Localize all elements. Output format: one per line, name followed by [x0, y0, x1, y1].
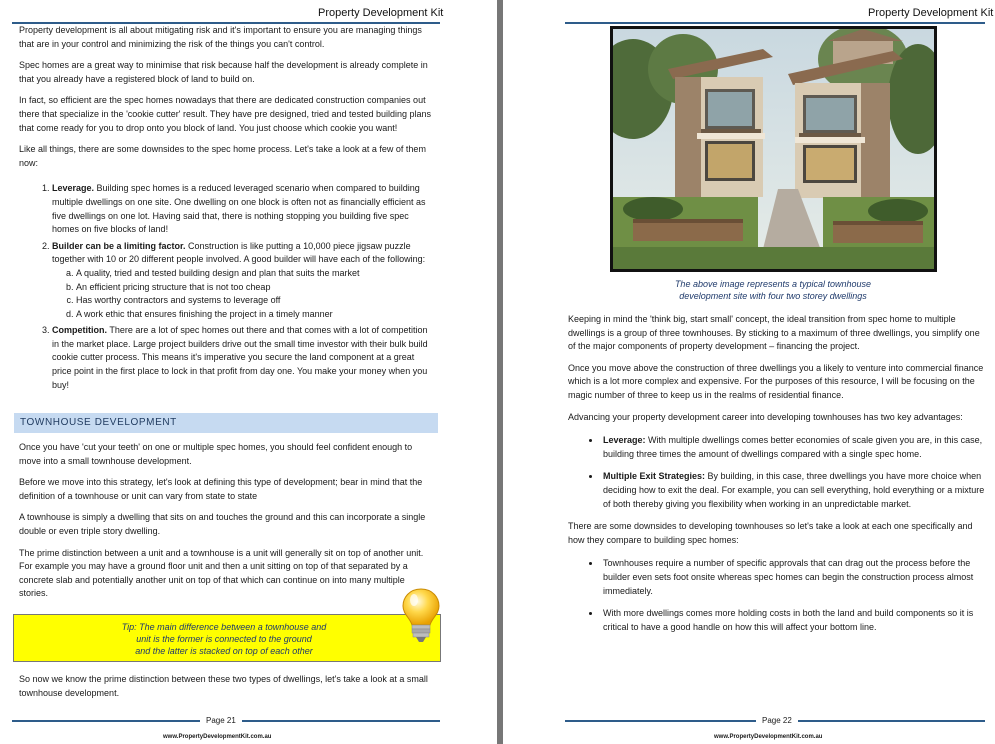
section-heading: TOWNHOUSE DEVELOPMENT: [20, 417, 177, 428]
list-item: [601, 434, 986, 461]
list-item: [52, 182, 435, 236]
list-item-title: Builder can be a limiting factor.: [52, 240, 186, 251]
list-item-title: Leverage:: [603, 435, 646, 446]
list-item-text: Construction is like putting a 10,000 piece jigsaw puzzle together with 10 or 20 different people involved. A good builder will have each of the following:: [52, 240, 426, 265]
list-item-text: Building spec homes is a reduced leveraged scenario when compared to building multiple dwellings on one site. One dwelling on one block is often not as financially efficient as five dwellings on one lot. Having said that, there is nothing stopping you building five spec homes on five blocks of land!: [52, 183, 426, 235]
footer-url: www.PropertyDevelopmentKit.com.au: [163, 734, 272, 740]
list-item: [52, 324, 435, 392]
sublist-item: a. A quality, tried and tested building design and plan that suits the market: [76, 267, 435, 281]
list-item-text: With multiple dwellings comes better economies of scale given you are, in this case, building three times the amount of dwellings compared with a single spec home.: [603, 435, 983, 459]
page-header-title: Property Development Kit: [318, 7, 444, 19]
townhouse-illustration: [613, 29, 934, 269]
sublist-item: b. An efficient pricing structure that is not too cheap: [76, 281, 435, 295]
downsides-list: [19, 182, 435, 392]
tip-box: [13, 614, 441, 662]
page-22: [503, 0, 995, 744]
paragraph: A townhouse is simply a dwelling that sits on and touches the ground and this can incorporate a single double or even triple story dwelling.: [19, 512, 426, 536]
paragraph: Before we move into this strategy, let's look at defining this type of development; bear in mind that the definition of a townhouse or unit can vary from state to state: [19, 477, 423, 501]
list-item-title: Leverage.: [52, 183, 95, 194]
advantages-list: [568, 434, 986, 511]
paragraph: Keeping in mind the 'think big, start small' concept, the ideal transition from spec home to multiple dwellings is a group of three townhouses. By sticking to a maximum of three dwellings, you simplify one of the major components of property development – financing the project.: [568, 314, 980, 352]
downsides-list: [568, 557, 986, 634]
page-number: Page 22: [756, 716, 798, 725]
list-item-text: By building, in this case, three dwellings you have more choice when deciding how to exit the deal. For example, you can sell everything, hold everything or a mixture of both thereby giving you flexibility when working in an unpredictable market.: [603, 471, 985, 509]
paragraph: Property development is all about mitigating risk and it's important to ensure you are managing things that are in your control and minimizing the risk of the things you can't control.: [19, 25, 422, 49]
page-header-title: Property Development Kit: [868, 7, 994, 19]
lightbulb-icon: [398, 586, 444, 644]
sublist-item: c. Has worthy contractors and systems to leverage off: [76, 294, 435, 308]
list-item: [52, 240, 435, 322]
body-text-bottom: [19, 441, 435, 609]
header-rule: [565, 22, 985, 24]
body-text: [568, 313, 986, 643]
page-number: Page 21: [200, 716, 242, 725]
paragraph: In fact, so efficient are the spec homes nowadays that there are dedicated construction companies out there that specialize in the 'cookie cutter' result. They have pre designed, tried and tested building plans that come ready for you to drop onto you block of land. You just choose which cookie you want!: [19, 95, 432, 133]
list-item-title: Multiple Exit Strategies:: [603, 471, 706, 482]
list-item-title: Competition.: [52, 325, 107, 336]
paragraph: The prime distinction between a unit and a townhouse is a unit will generally sit on top of another unit. For example you may have a ground floor unit and then a unit sitting on top of that separated by a concrete slab and potentially another unit on top of that which can continue on into many multiple stories.: [19, 547, 424, 599]
paragraph: Advancing your property development career into developing townhouses has two key advantages:: [568, 411, 963, 422]
footer-url: www.PropertyDevelopmentKit.com.au: [714, 734, 823, 740]
sublist-item: d. A work ethic that ensures finishing the project in a timely manner: [76, 308, 435, 322]
paragraph: Once you have 'cut your teeth' on one or multiple spec homes, you should feel confident enough to move into a small townhouse development.: [19, 442, 413, 466]
list-item-text: There are a lot of spec homes out there and that comes with a lot of competition in the market place. Large project builders drive out the small time investor with their bulk build cookie cutter process. This means it's imperative you secure the land component at a great price point in the first place to lock in that profit from day one. You make your money when you buy!: [52, 325, 428, 390]
photo-caption: The above image represents a typical townhouse development site with four two storey dwellings: [674, 279, 872, 301]
paragraph: Spec homes are a great way to minimise that risk because half the development is already complete in that you already have a registered block of land to build on.: [19, 60, 428, 84]
paragraph: Like all things, there are some downsides to the spec home process. Let's take a look at a few of them now:: [19, 144, 426, 168]
list-item: • Townhouses require a number of specific approvals that can drag out the process before the builder even sets foot onsite whereas spec homes can begin the construction process almost immediately.: [601, 557, 986, 598]
townhouse-photo: [610, 26, 937, 272]
list-item: [601, 470, 986, 511]
body-text-top: [19, 24, 435, 395]
paragraph: Once you move above the construction of three dwellings you a likely to venture into commercial finance which is a lot more complex and expensive. For the purposes of this resource, I will be focusing on the magic number of three to keep us in the realms of residential finance.: [568, 362, 984, 400]
paragraph-end: So now we know the prime distinction between these two types of dwellings, let's take a look at a small townhouse development.: [19, 674, 428, 698]
builder-sublist: [52, 267, 435, 321]
page-21: [0, 0, 497, 744]
tip-text: Tip: The main difference between a townhouse and unit is the former is connected to the ground and the latter is stacked on top of each other: [121, 622, 327, 656]
list-item: • With more dwellings comes more holding costs in both the land and build components so it is critical to have a good handle on how this will affect your bottom line.: [601, 607, 986, 634]
paragraph: There are some downsides to developing townhouses so let's take a look at each one specifically and how they compare to building spec homes:: [568, 521, 973, 545]
section-heading-bar: [14, 413, 438, 433]
